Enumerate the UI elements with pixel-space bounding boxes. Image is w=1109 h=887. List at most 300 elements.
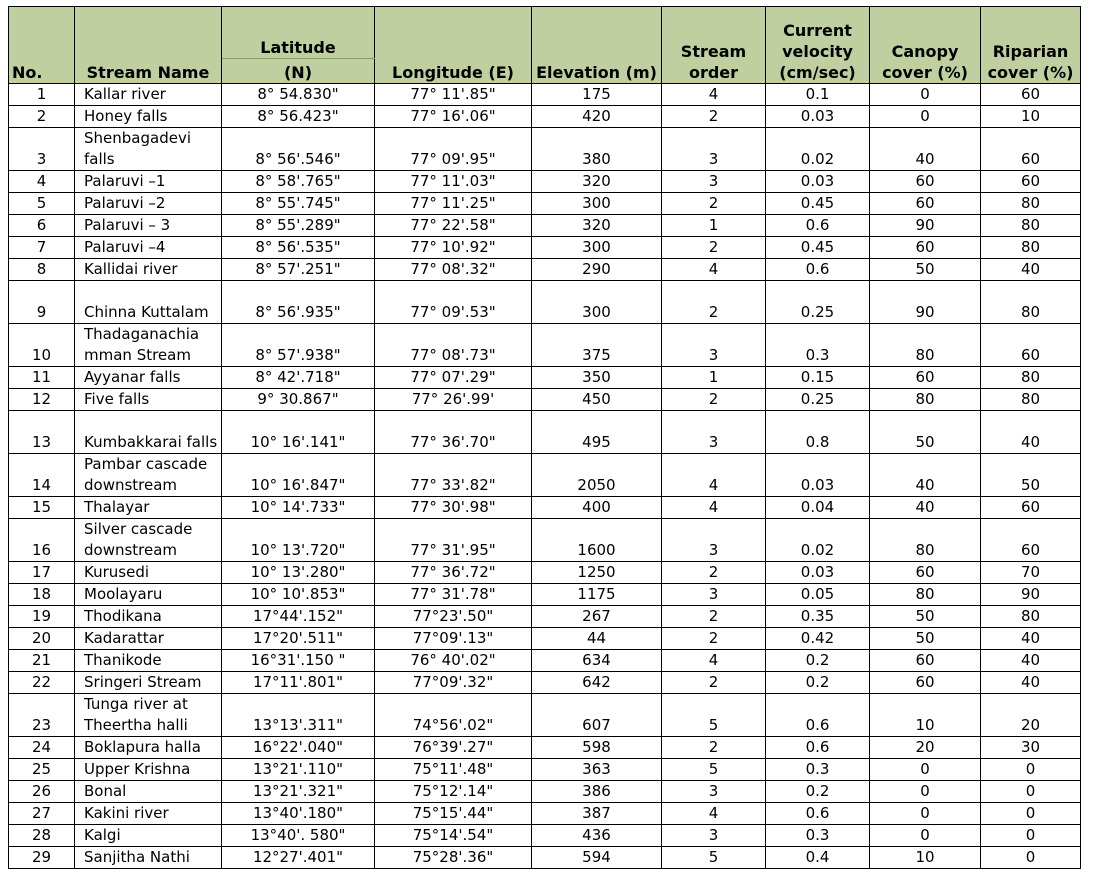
elevation-cell: 450 [532,389,662,411]
row-number: 5 [9,193,75,215]
header-longitude: Longitude (E) [375,7,532,84]
header-elevation: Elevation (m) [532,7,662,84]
canopy-cover-cell: 80 [870,519,981,562]
row-number: 13 [9,411,75,454]
riparian-cover-cell: 0 [981,847,1081,869]
elevation-cell: 634 [532,650,662,672]
stream-name-cell: Bonal [75,781,222,803]
latitude-cell: 10° 14'.733" [222,497,375,519]
current-velocity-cell: 0.2 [766,650,870,672]
longitude-cell: 77° 36'.70" [375,411,532,454]
riparian-cover-cell: 60 [981,128,1081,171]
table-row [9,237,1081,259]
stream-name-cell: Boklapura halla [75,737,222,759]
stream-order-cell: 3 [662,324,766,367]
elevation-cell: 642 [532,672,662,694]
elevation-cell: 175 [532,84,662,106]
row-number: 17 [9,562,75,584]
canopy-cover-cell: 0 [870,825,981,847]
row-number: 1 [9,84,75,106]
canopy-cover-cell: 60 [870,650,981,672]
current-velocity-cell: 0.2 [766,672,870,694]
canopy-cover-cell: 10 [870,694,981,737]
riparian-cover-cell: 50 [981,454,1081,497]
table-row [9,694,1081,737]
stream-name-cell: Kallidai river [75,259,222,281]
header-no: No. [9,7,75,84]
stream-name-cell: Kallar river [75,84,222,106]
stream-order-cell: 5 [662,847,766,869]
latitude-cell: 10° 16'.847" [222,454,375,497]
longitude-cell: 77°09'.13" [375,628,532,650]
row-number: 21 [9,650,75,672]
canopy-cover-cell: 90 [870,281,981,324]
stream-name-cell: Honey falls [75,106,222,128]
latitude-cell: 10° 16'.141" [222,411,375,454]
elevation-cell: 267 [532,606,662,628]
latitude-cell: 13°40'.180" [222,803,375,825]
current-velocity-cell: 0.45 [766,237,870,259]
header-latitude-unit: (N) [222,59,375,84]
canopy-cover-cell: 40 [870,497,981,519]
elevation-cell: 375 [532,324,662,367]
canopy-cover-cell: 20 [870,737,981,759]
stream-name-cell: Thadaganachia mman Stream [75,324,222,367]
current-velocity-cell: 0.3 [766,825,870,847]
row-number: 15 [9,497,75,519]
stream-order-cell: 3 [662,825,766,847]
table-row [9,562,1081,584]
longitude-cell: 77° 26'.99' [375,389,532,411]
riparian-cover-cell: 40 [981,411,1081,454]
longitude-cell: 74°56'.02" [375,694,532,737]
table-row [9,411,1081,454]
longitude-cell: 77° 31'.95" [375,519,532,562]
latitude-cell: 8° 57'.938" [222,324,375,367]
row-number: 29 [9,847,75,869]
table-row [9,389,1081,411]
canopy-cover-cell: 60 [870,171,981,193]
table-row [9,781,1081,803]
longitude-cell: 76°39'.27" [375,737,532,759]
table-row [9,584,1081,606]
table-row [9,650,1081,672]
header-stream-order: Stream order [662,7,766,84]
latitude-cell: 10° 13'.720" [222,519,375,562]
table-row [9,606,1081,628]
riparian-cover-cell: 0 [981,803,1081,825]
longitude-cell: 75°11'.48" [375,759,532,781]
riparian-cover-cell: 40 [981,672,1081,694]
riparian-cover-cell: 80 [981,281,1081,324]
stream-name-cell: Kalgi [75,825,222,847]
table-row [9,672,1081,694]
table-row [9,128,1081,171]
elevation-cell: 300 [532,281,662,324]
current-velocity-cell: 0.6 [766,215,870,237]
header-stream-name: Stream Name [75,7,222,84]
stream-order-cell: 4 [662,497,766,519]
stream-name-cell: Sanjitha Nathi [75,847,222,869]
elevation-cell: 380 [532,128,662,171]
stream-name-cell: Thalayar [75,497,222,519]
stream-order-cell: 2 [662,106,766,128]
elevation-cell: 320 [532,171,662,193]
row-number: 6 [9,215,75,237]
stream-order-cell: 3 [662,411,766,454]
stream-name-cell: Shenbagadevi falls [75,128,222,171]
longitude-cell: 77° 11'.25" [375,193,532,215]
longitude-cell: 77° 30'.98" [375,497,532,519]
table-container [8,6,1081,869]
latitude-cell: 10° 13'.280" [222,562,375,584]
elevation-cell: 1600 [532,519,662,562]
riparian-cover-cell: 60 [981,171,1081,193]
row-number: 20 [9,628,75,650]
longitude-cell: 77°09'.32" [375,672,532,694]
row-number: 25 [9,759,75,781]
stream-name-cell: Palaruvi –1 [75,171,222,193]
stream-order-cell: 4 [662,803,766,825]
canopy-cover-cell: 80 [870,324,981,367]
stream-order-cell: 5 [662,759,766,781]
current-velocity-cell: 0.25 [766,281,870,324]
longitude-cell: 77° 22'.58" [375,215,532,237]
stream-order-cell: 4 [662,454,766,497]
current-velocity-cell: 0.6 [766,694,870,737]
table-row [9,497,1081,519]
stream-order-cell: 3 [662,584,766,606]
canopy-cover-cell: 50 [870,411,981,454]
current-velocity-cell: 0.6 [766,737,870,759]
elevation-cell: 436 [532,825,662,847]
stream-order-cell: 2 [662,628,766,650]
stream-name-cell: Silver cascade downstream [75,519,222,562]
riparian-cover-cell: 60 [981,519,1081,562]
stream-order-cell: 4 [662,650,766,672]
canopy-cover-cell: 0 [870,803,981,825]
header-riparian-cover: Riparian cover (%) [981,7,1081,84]
current-velocity-cell: 0.1 [766,84,870,106]
latitude-cell: 8° 42'.718" [222,367,375,389]
table-row [9,367,1081,389]
longitude-cell: 75°12'.14" [375,781,532,803]
current-velocity-cell: 0.6 [766,803,870,825]
current-velocity-cell: 0.6 [766,259,870,281]
latitude-cell: 8° 58'.765" [222,171,375,193]
elevation-cell: 300 [532,193,662,215]
canopy-cover-cell: 0 [870,84,981,106]
table-row [9,628,1081,650]
stream-order-cell: 3 [662,781,766,803]
canopy-cover-cell: 90 [870,215,981,237]
row-number: 23 [9,694,75,737]
riparian-cover-cell: 80 [981,237,1081,259]
riparian-cover-cell: 60 [981,84,1081,106]
stream-name-cell: Palaruvi – 3 [75,215,222,237]
elevation-cell: 607 [532,694,662,737]
longitude-cell: 77°23'.50" [375,606,532,628]
riparian-cover-cell: 10 [981,106,1081,128]
stream-order-cell: 2 [662,672,766,694]
table-row [9,281,1081,324]
elevation-cell: 495 [532,411,662,454]
stream-name-cell: Palaruvi –4 [75,237,222,259]
canopy-cover-cell: 40 [870,128,981,171]
elevation-cell: 363 [532,759,662,781]
riparian-cover-cell: 70 [981,562,1081,584]
table-row [9,847,1081,869]
longitude-cell: 77° 08'.32" [375,259,532,281]
canopy-cover-cell: 60 [870,193,981,215]
latitude-cell: 17°44'.152" [222,606,375,628]
row-number: 24 [9,737,75,759]
latitude-cell: 8° 56'.535" [222,237,375,259]
stream-order-cell: 2 [662,737,766,759]
stream-data-table [8,6,1081,869]
stream-name-cell: Moolayaru [75,584,222,606]
table-row [9,193,1081,215]
stream-order-cell: 3 [662,519,766,562]
elevation-cell: 387 [532,803,662,825]
current-velocity-cell: 0.4 [766,847,870,869]
stream-name-cell: Sringeri Stream [75,672,222,694]
row-number: 7 [9,237,75,259]
latitude-cell: 13°40'. 580" [222,825,375,847]
latitude-cell: 16°31'.150 " [222,650,375,672]
longitude-cell: 75°15'.44" [375,803,532,825]
latitude-cell: 17°20'.511" [222,628,375,650]
elevation-cell: 44 [532,628,662,650]
stream-name-cell: Kurusedi [75,562,222,584]
current-velocity-cell: 0.03 [766,454,870,497]
table-body [9,84,1081,869]
riparian-cover-cell: 80 [981,193,1081,215]
elevation-cell: 420 [532,106,662,128]
header-latitude: Latitude [222,7,375,59]
current-velocity-cell: 0.03 [766,171,870,193]
row-number: 19 [9,606,75,628]
canopy-cover-cell: 60 [870,367,981,389]
stream-name-cell: Chinna Kuttalam [75,281,222,324]
elevation-cell: 594 [532,847,662,869]
current-velocity-cell: 0.3 [766,324,870,367]
stream-order-cell: 2 [662,193,766,215]
longitude-cell: 77° 33'.82" [375,454,532,497]
table-row [9,84,1081,106]
longitude-cell: 77° 10'.92" [375,237,532,259]
table-row [9,259,1081,281]
row-number: 8 [9,259,75,281]
row-number: 18 [9,584,75,606]
current-velocity-cell: 0.45 [766,193,870,215]
current-velocity-cell: 0.3 [766,759,870,781]
latitude-cell: 13°21'.110" [222,759,375,781]
table-row [9,759,1081,781]
longitude-cell: 75°14'.54" [375,825,532,847]
riparian-cover-cell: 80 [981,215,1081,237]
table-row [9,803,1081,825]
riparian-cover-cell: 80 [981,389,1081,411]
canopy-cover-cell: 60 [870,237,981,259]
canopy-cover-cell: 10 [870,847,981,869]
longitude-cell: 77° 11'.85" [375,84,532,106]
stream-name-cell: Thanikode [75,650,222,672]
riparian-cover-cell: 0 [981,825,1081,847]
stream-name-cell: Tunga river at Theertha halli [75,694,222,737]
table-row [9,825,1081,847]
stream-name-cell: Kadarattar [75,628,222,650]
current-velocity-cell: 0.25 [766,389,870,411]
latitude-cell: 17°11'.801" [222,672,375,694]
latitude-cell: 13°13'.311" [222,694,375,737]
current-velocity-cell: 0.02 [766,519,870,562]
stream-order-cell: 2 [662,389,766,411]
stream-order-cell: 2 [662,606,766,628]
longitude-cell: 77° 07'.29" [375,367,532,389]
stream-order-cell: 3 [662,128,766,171]
stream-order-cell: 5 [662,694,766,737]
table-row [9,519,1081,562]
current-velocity-cell: 0.03 [766,562,870,584]
longitude-cell: 77° 09'.95" [375,128,532,171]
stream-order-cell: 3 [662,171,766,193]
row-number: 28 [9,825,75,847]
canopy-cover-cell: 50 [870,259,981,281]
row-number: 10 [9,324,75,367]
riparian-cover-cell: 40 [981,628,1081,650]
riparian-cover-cell: 60 [981,497,1081,519]
elevation-cell: 1250 [532,562,662,584]
stream-name-cell: Palaruvi –2 [75,193,222,215]
stream-name-cell: Kumbakkarai falls [75,411,222,454]
row-number: 4 [9,171,75,193]
longitude-cell: 77° 09'.53" [375,281,532,324]
table-header [9,7,1081,84]
row-number: 3 [9,128,75,171]
elevation-cell: 400 [532,497,662,519]
canopy-cover-cell: 0 [870,781,981,803]
current-velocity-cell: 0.8 [766,411,870,454]
latitude-cell: 12°27'.401" [222,847,375,869]
stream-name-cell: Ayyanar falls [75,367,222,389]
elevation-cell: 386 [532,781,662,803]
riparian-cover-cell: 80 [981,367,1081,389]
canopy-cover-cell: 80 [870,389,981,411]
table-row [9,215,1081,237]
riparian-cover-cell: 30 [981,737,1081,759]
stream-order-cell: 2 [662,562,766,584]
latitude-cell: 13°21'.321" [222,781,375,803]
elevation-cell: 598 [532,737,662,759]
table-row [9,106,1081,128]
elevation-cell: 290 [532,259,662,281]
header-canopy-cover: Canopy cover (%) [870,7,981,84]
elevation-cell: 2050 [532,454,662,497]
latitude-cell: 8° 56'.546" [222,128,375,171]
longitude-cell: 76° 40'.02" [375,650,532,672]
table-row [9,454,1081,497]
longitude-cell: 75°28'.36" [375,847,532,869]
stream-order-cell: 4 [662,259,766,281]
row-number: 11 [9,367,75,389]
riparian-cover-cell: 0 [981,759,1081,781]
elevation-cell: 350 [532,367,662,389]
row-number: 27 [9,803,75,825]
latitude-cell: 8° 56'.935" [222,281,375,324]
canopy-cover-cell: 50 [870,628,981,650]
elevation-cell: 300 [532,237,662,259]
canopy-cover-cell: 0 [870,106,981,128]
latitude-cell: 8° 57'.251" [222,259,375,281]
current-velocity-cell: 0.2 [766,781,870,803]
latitude-cell: 9° 30.867" [222,389,375,411]
stream-order-cell: 2 [662,237,766,259]
stream-name-cell: Thodikana [75,606,222,628]
header-current-velocity: Current velocity (cm/sec) [766,7,870,84]
longitude-cell: 77° 11'.03" [375,171,532,193]
riparian-cover-cell: 80 [981,606,1081,628]
stream-name-cell: Five falls [75,389,222,411]
current-velocity-cell: 0.15 [766,367,870,389]
current-velocity-cell: 0.35 [766,606,870,628]
row-number: 26 [9,781,75,803]
row-number: 14 [9,454,75,497]
stream-order-cell: 4 [662,84,766,106]
longitude-cell: 77° 08'.73" [375,324,532,367]
riparian-cover-cell: 90 [981,584,1081,606]
latitude-cell: 8° 54.830" [222,84,375,106]
riparian-cover-cell: 40 [981,650,1081,672]
latitude-cell: 8° 55'.745" [222,193,375,215]
stream-name-cell: Upper Krishna [75,759,222,781]
stream-order-cell: 1 [662,367,766,389]
stream-order-cell: 1 [662,215,766,237]
current-velocity-cell: 0.04 [766,497,870,519]
row-number: 9 [9,281,75,324]
riparian-cover-cell: 40 [981,259,1081,281]
canopy-cover-cell: 60 [870,672,981,694]
table-row [9,171,1081,193]
stream-name-cell: Pambar cascade downstream [75,454,222,497]
row-number: 12 [9,389,75,411]
current-velocity-cell: 0.42 [766,628,870,650]
elevation-cell: 320 [532,215,662,237]
latitude-cell: 10° 10'.853" [222,584,375,606]
riparian-cover-cell: 20 [981,694,1081,737]
stream-name-cell: Kakini river [75,803,222,825]
current-velocity-cell: 0.05 [766,584,870,606]
row-number: 22 [9,672,75,694]
latitude-cell: 8° 55'.289" [222,215,375,237]
longitude-cell: 77° 16'.06" [375,106,532,128]
canopy-cover-cell: 40 [870,454,981,497]
current-velocity-cell: 0.02 [766,128,870,171]
canopy-cover-cell: 60 [870,562,981,584]
riparian-cover-cell: 0 [981,781,1081,803]
riparian-cover-cell: 60 [981,324,1081,367]
table-row [9,737,1081,759]
canopy-cover-cell: 50 [870,606,981,628]
canopy-cover-cell: 0 [870,759,981,781]
elevation-cell: 1175 [532,584,662,606]
current-velocity-cell: 0.03 [766,106,870,128]
row-number: 2 [9,106,75,128]
longitude-cell: 77° 36'.72" [375,562,532,584]
latitude-cell: 16°22'.040" [222,737,375,759]
longitude-cell: 77° 31'.78" [375,584,532,606]
row-number: 16 [9,519,75,562]
